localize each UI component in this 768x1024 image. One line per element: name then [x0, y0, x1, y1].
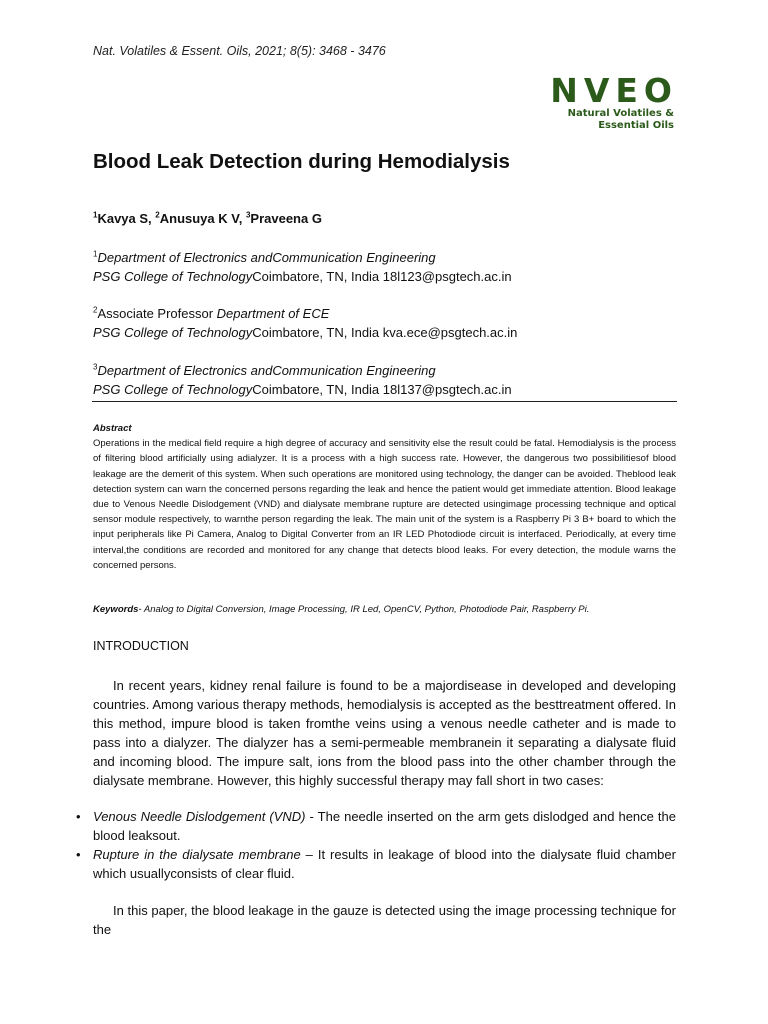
author-list: [93, 211, 322, 226]
affiliation-3-inst: PSG College of Technology: [93, 382, 253, 397]
logo-line-1: Natural Volatiles &: [567, 108, 674, 119]
affiliation-1-dept: Department of Electronics andCommunication Engineering: [97, 250, 436, 265]
abstract-section: [93, 421, 676, 573]
journal-logo: [550, 71, 678, 132]
logo-line-2: Essential Oils: [598, 120, 674, 131]
introduction-paragraph-2: In this paper, the blood leakage in the gauze is detected using the image processing technique for the: [93, 903, 676, 937]
bullet-term: Rupture in the dialysate membrane: [93, 847, 301, 862]
affiliation-3-rest: Coimbatore, TN, India 18l137@psgtech.ac.in: [252, 382, 512, 397]
bullet-term: Venous Needle Dislodgement (VND): [93, 809, 306, 824]
author-3-sup: 3: [245, 210, 251, 220]
paper-title: Blood Leak Detection during Hemodialysis: [93, 150, 510, 173]
introduction-heading: INTRODUCTION: [93, 639, 189, 653]
author-3: Praveena G: [250, 211, 322, 226]
keywords-text: - Analog to Digital Conversion, Image Processing, IR Led, OpenCV, Python, Photodiode Pair, Raspberry Pi.: [138, 604, 590, 615]
author-2: Anusuya K V,: [159, 211, 246, 226]
abstract-heading: Abstract: [93, 423, 132, 434]
bullet-item-vnd: [76, 807, 676, 845]
bullet-list: [76, 807, 676, 883]
logo-acronym: NVEO: [550, 71, 678, 110]
affiliation-2-rest: Coimbatore, TN, India kva.ece@psgtech.ac.in: [252, 325, 518, 340]
introduction-paragraph-1: In recent years, kidney renal failure is found to be a majordisease in developed and developing countries. Among various therapy methods, hemodialysis is accepted as the besttreatment offered. In this method, impure blood is taken fromthe veins using a venous needle catheter and is made to pass into a dialyzer. The dialyzer has a semi-permeable membranein it separating a dialysate fluid and incoming blood. The impure salt, ions from the blood pass into the other chamber through the dialysate membrane. However, this highly successful therapy may fall short in two cases:: [93, 678, 676, 788]
affiliation-1: $^1$Department of Electronics andCommunication Engineering PSG College of TechnologyCoimbatore, TN, India 18l123@psgtech.ac.in: [93, 249, 512, 284]
affiliation-2: $^2$Associate Professor Department of ECE PSG College of TechnologyCoimbatore, TN, India kva.ece@psgtech.ac.in: [93, 305, 518, 340]
affiliation-1-rest: Coimbatore, TN, India 18l123@psgtech.ac.in: [252, 269, 512, 284]
affiliation-1-inst: PSG College of Technology: [93, 269, 253, 284]
bullet-item-rupture: [76, 845, 676, 883]
affiliation-2-role: Associate Professor: [97, 306, 217, 321]
bullet-dot-icon: •: [76, 809, 81, 824]
affiliation-2-dept: Department of ECE: [216, 306, 330, 321]
author-1: Kavya S,: [97, 211, 156, 226]
keywords-line: [93, 604, 676, 615]
affiliation-3: $^3$Department of Electronics andCommunication Engineering PSG College of TechnologyCoimbatore, TN, India 18l137@psgtech.ac.in: [93, 362, 512, 397]
abstract-text: Operations in the medical field require a high degree of accuracy and sensitivity else the result could be fatal. Hemodialysis is the process of filtering blood artificially using adialyzer. It is a process with a high success rate. However, the dangerous two possibilitiesof blood leakage are the demerit of this system. When such operations are monitored using technology, the danger can be avoided. Theblood leak detection system can warn the concerned persons regarding the leak and hence the patient would get immediate attention. Blood leakage due to Venous Needle Dislodgement (VND) and dialysate membrane rupture are detected usingimage processing technique and optical sensor module respectively, to warnthe person regarding the leak. The main unit of the system is a Raspberry Pi 3 B+ board to which the input peripherals like Pi Camera, Analog to Digital Converter from an IR LED Photodiode circuit is interfaced. Periodically, at every time interval,the conditions are recorded and monitored for any change that detects blood leaks. For every detection, the module warns the concerned persons.: [93, 438, 676, 571]
author-2-sup: 2: [155, 210, 160, 220]
bullet-text: – It results in leakage of blood into the dialysate fluid chamber which usuallyconsists of clear fluid.: [93, 847, 676, 881]
affiliation-2-inst: PSG College of Technology: [93, 325, 253, 340]
bullet-dot-icon: •: [76, 847, 81, 862]
journal-reference: Nat. Volatiles & Essent. Oils, 2021; 8(5): 3468 - 3476: [93, 44, 386, 58]
affiliation-3-dept: Department of Electronics andCommunication Engineering: [97, 363, 436, 378]
section-divider: [92, 401, 677, 402]
author-1-sup: 1: [93, 210, 98, 220]
keywords-label: Keywords: [93, 604, 139, 615]
bullet-text: - The needle inserted on the arm gets dislodged and hence the blood leaksout.: [93, 809, 676, 843]
